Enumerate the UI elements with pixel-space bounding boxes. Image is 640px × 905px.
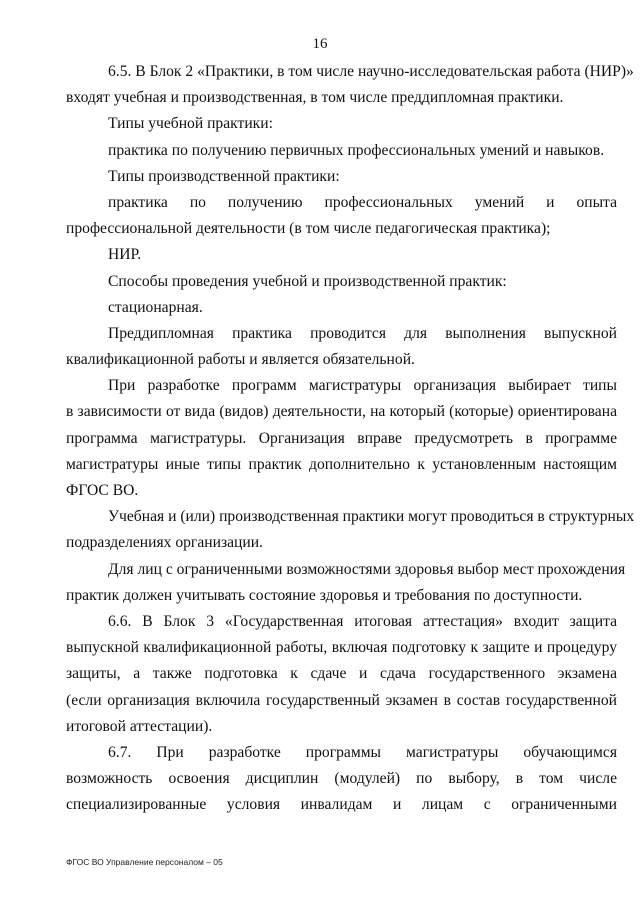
- paragraph-6-7-line: возможность освоения дисциплин (модулей) по выбору, в том числе: [66, 770, 617, 788]
- production-practice-types-heading: Типы производственной практики:: [108, 167, 340, 185]
- program-development-paragraph-line: При разработке программ магистратуры организация выбирает типы: [108, 377, 617, 395]
- structural-units-paragraph-line: Учебная и (или) производственная практики могут проводиться в структурных: [108, 508, 635, 526]
- paragraph-6-7-line: специализированные условия инвалидам и лицам с ограниченными: [66, 796, 617, 814]
- program-development-paragraph-line: в зависимости от вида (видов) деятельности, на который (которые) ориентирована: [66, 403, 617, 421]
- training-practice-type: практика по получению первичных профессиональных умений и навыков.: [108, 141, 605, 159]
- program-development-paragraph-line: магистратуры иные типы практик дополнительно к установленным настоящим: [66, 455, 617, 473]
- paragraph-6-6-line: защиты, а также подготовка к сдаче и сдача государственного экзамена: [66, 665, 617, 683]
- page-footer: ФГОС ВО Управление персоналом – 05: [66, 857, 223, 867]
- prediploma-paragraph-line: Преддипломная практика проводится для выполнения выпускной: [108, 324, 617, 342]
- practice-method: стационарная.: [108, 298, 203, 316]
- paragraph-6-5-line: 6.5. В Блок 2 «Практики, в том числе научно-исследовательская работа (НИР)»: [108, 63, 634, 80]
- training-practice-types-heading: Типы учебной практики:: [108, 115, 273, 133]
- paragraph-6-6-line: итоговой аттестации).: [66, 717, 213, 735]
- body-text: [66, 59, 635, 818]
- production-practice-type-nir: НИР.: [108, 246, 142, 264]
- practice-methods-heading: Способы проведения учебной и производственной практик:: [108, 272, 507, 290]
- paragraph-6-6-line: 6.6. В Блок 3 «Государственная итоговая аттестация» входит защита: [108, 612, 617, 630]
- paragraph-6-7-line: 6.7. При разработке программы магистратуры обучающимся: [108, 743, 617, 761]
- paragraph-6-5-line: входят учебная и производственная, в том числе преддипломная практики.: [66, 89, 564, 107]
- production-practice-type-line: практика по получению профессиональных умений и опыта: [108, 193, 617, 211]
- paragraph-6-6-line: (если организация включила государственный экзамен в состав государственной: [66, 691, 617, 709]
- structural-units-paragraph-line: подразделениях организации.: [66, 534, 263, 552]
- paragraph-6-6-line: выпускной квалификационной работы, включая подготовку к защите и процедуру: [66, 639, 617, 657]
- prediploma-paragraph-line: квалификационной работы и является обязательной.: [66, 351, 415, 369]
- program-development-paragraph-line: программа магистратуры. Организация вправе предусмотреть в программе: [66, 429, 617, 447]
- disabilities-paragraph-line: практик должен учитывать состояние здоровья и требования по доступности.: [66, 586, 583, 604]
- disabilities-paragraph-line: Для лиц с ограниченными возможностями здоровья выбор мест прохождения: [108, 560, 626, 578]
- program-development-paragraph-line: ФГОС ВО.: [66, 482, 139, 499]
- page-number: 16: [312, 36, 328, 52]
- production-practice-type-line: профессиональной деятельности (в том числе педагогическая практика);: [66, 220, 551, 238]
